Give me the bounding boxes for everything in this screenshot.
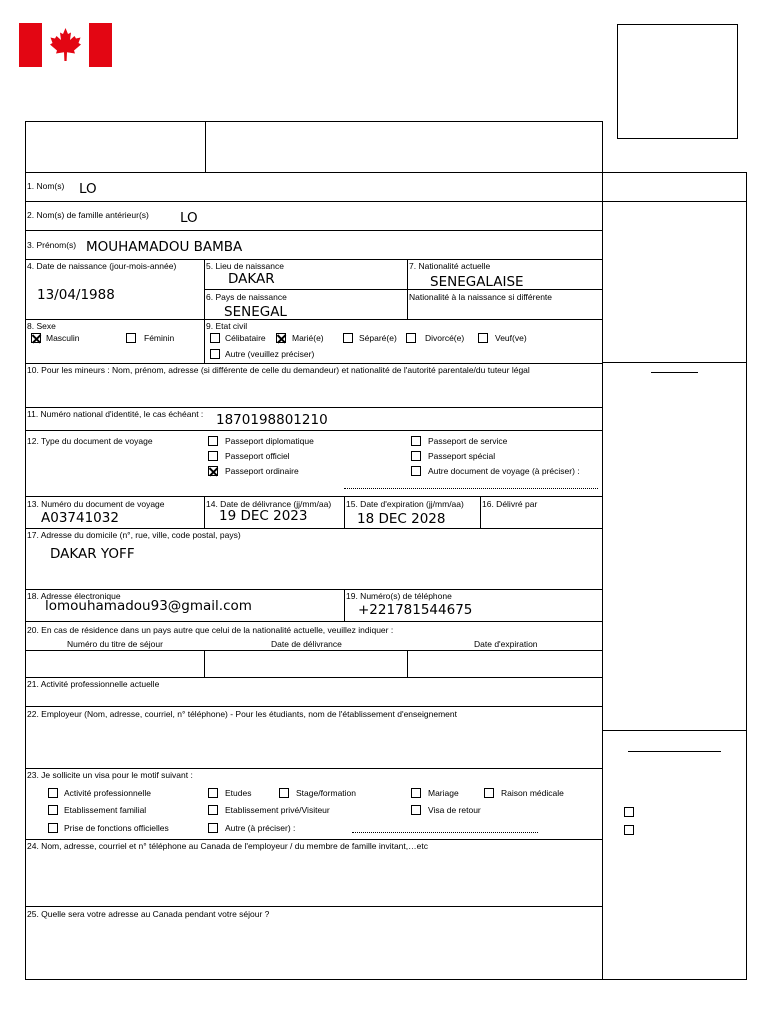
header-box [25,121,603,173]
passport-ordinary-checkbox[interactable] [208,466,218,476]
surname-value[interactable]: LO [79,181,97,197]
passport-official-checkbox[interactable] [208,451,218,461]
canada-flag [19,23,112,67]
field-7-label: 7. Nationalité actuelle [409,261,491,271]
field-22-label: 22. Employeur (Nom, adresse, courriel, n° téléphone) - Pour les étudiants, nom de l'établissement d'enseignement [27,709,457,719]
field-25-label: 25. Quelle sera votre adresse au Canada pendant votre séjour ? [27,909,270,919]
field-20-label: 20. En cas de résidence dans un pays autre que celui de la nationalité actuelle, veuillez indiquer : [27,625,394,635]
former-surname-value[interactable]: LO [180,210,198,226]
passport-diplomatic-label: Passeport diplomatique [225,436,314,446]
field-8-label: 8. Sexe [27,321,56,331]
field-3-label: 3. Prénom(s) [27,240,77,250]
purpose-training-label: Stage/formation [296,788,357,798]
field-24-label: 24. Nom, adresse, courriel et n° téléphone au Canada de l'employeur / du membre de famille invitant,…etc [27,841,428,851]
residence-expiry-date-header: Date d'expiration [474,639,538,649]
issue-date-value[interactable]: 19 DEC 2023 [219,508,308,524]
marital-other-label: Autre (veuillez préciser) [225,349,315,359]
field-14-label: 14. Date de délivrance (jj/mm/aa) [206,499,332,509]
field-18-label: 18. Adresse électronique [27,591,121,601]
marital-divorced-checkbox[interactable] [406,333,416,343]
passport-service-label: Passeport de service [428,436,508,446]
passport-number-value[interactable]: A03741032 [41,510,119,526]
purpose-other-checkbox[interactable] [208,823,218,833]
maple-leaf-icon [48,26,83,64]
purpose-family-label: Etablissement familial [64,805,147,815]
passport-ordinary-label: Passeport ordinaire [225,466,299,476]
field-23-label: 23. Je sollicite un visa pour le motif suivant : [27,770,193,780]
residence-permit-number-header: Numéro du titre de séjour [67,639,163,649]
office-use-checkbox-2[interactable] [624,825,634,835]
purpose-studies-label: Etudes [225,788,252,798]
purpose-training-checkbox[interactable] [279,788,289,798]
purpose-marriage-label: Mariage [428,788,459,798]
purpose-official-checkbox[interactable] [48,823,58,833]
field-9-label: 9. Etat civil [206,321,248,331]
other-travel-doc-dotted-line[interactable] [344,488,598,489]
passport-diplomatic-checkbox[interactable] [208,436,218,446]
marital-other-checkbox[interactable] [210,349,220,359]
home-address-value[interactable]: DAKAR YOFF [50,546,135,562]
first-name-value[interactable]: MOUHAMADOU BAMBA [86,239,243,255]
field-11-label: 11. Numéro national d'identité, le cas échéant : [27,409,204,419]
birth-country-value[interactable]: SENEGAL [224,304,287,320]
sex-male-checkbox[interactable] [31,333,41,343]
field-6-label: 6. Pays de naissance [206,292,287,302]
purpose-official-label: Prise de fonctions officielles [64,823,169,833]
purpose-business-label: Activité professionnelle [64,788,151,798]
field-17-label: 17. Adresse du domicile (n°, rue, ville, code postal, pays) [27,530,241,540]
marital-widowed-checkbox[interactable] [478,333,488,343]
purpose-medical-label: Raison médicale [501,788,564,798]
birth-place-value[interactable]: DAKAR [228,271,275,287]
purpose-family-checkbox[interactable] [48,805,58,815]
marital-widowed-label: Veuf(ve) [495,333,527,343]
sex-male-label: Masculin [46,333,80,343]
purpose-private-label: Etablissement privé/Visiteur [225,805,330,815]
field-15-label: 15. Date d'expiration (jj/mm/aa) [346,499,464,509]
purpose-marriage-checkbox[interactable] [411,788,421,798]
marital-separated-checkbox[interactable] [343,333,353,343]
sex-female-checkbox[interactable] [126,333,136,343]
sex-female-label: Féminin [144,333,175,343]
email-value[interactable]: lomouhamadou93@gmail.com [45,598,252,614]
field-19-label: 19. Numéro(s) de téléphone [346,591,452,601]
field-16-label: 16. Délivré par [482,499,538,509]
passport-official-label: Passeport officiel [225,451,290,461]
field-4-label: 4. Date de naissance (jour-mois-année) [27,261,177,271]
purpose-business-checkbox[interactable] [48,788,58,798]
passport-special-checkbox[interactable] [411,451,421,461]
purpose-medical-checkbox[interactable] [484,788,494,798]
marital-married-label: Marié(e) [292,333,324,343]
field-2-label: 2. Nom(s) de famille antérieur(s) [27,210,149,220]
field-1-label: 1. Nom(s) [27,181,65,191]
purpose-studies-checkbox[interactable] [208,788,218,798]
phone-value[interactable]: +221781544675 [358,602,473,618]
photo-box [617,24,738,139]
field-21-label: 21. Activité professionnelle actuelle [27,679,160,689]
purpose-return-visa-label: Visa de retour [428,805,481,815]
field-13-label: 13. Numéro du document de voyage [27,499,165,509]
marital-married-checkbox[interactable] [276,333,286,343]
other-travel-doc-label: Autre document de voyage (à préciser) : [428,466,580,476]
marital-separated-label: Séparé(e) [359,333,397,343]
expiry-date-value[interactable]: 18 DEC 2028 [357,511,446,527]
nationality-value[interactable]: SENEGALAISE [430,274,524,290]
field-10-label: 10. Pour les mineurs : Nom, prénom, adresse (si différente de celle du demandeur) et nationalité de l'autorité parentale/du tuteur légal [27,365,530,375]
birth-date-value[interactable]: 13/04/1988 [37,287,115,303]
field-5-label: 5. Lieu de naissance [206,261,284,271]
field-7b-label: Nationalité à la naissance si différente [409,292,553,302]
field-12-label: 12. Type du document de voyage [27,436,153,446]
marital-single-checkbox[interactable] [210,333,220,343]
passport-special-label: Passeport spécial [428,451,496,461]
purpose-other-dotted-line[interactable] [352,832,538,833]
purpose-other-label: Autre (à préciser) : [225,823,296,833]
office-use-checkbox-1[interactable] [624,807,634,817]
form-frame [25,172,747,980]
passport-service-checkbox[interactable] [411,436,421,446]
national-id-value[interactable]: 1870198801210 [216,412,328,428]
marital-divorced-label: Divorcé(e) [425,333,465,343]
purpose-private-checkbox[interactable] [208,805,218,815]
other-travel-doc-checkbox[interactable] [411,466,421,476]
purpose-return-visa-checkbox[interactable] [411,805,421,815]
marital-single-label: Célibataire [225,333,266,343]
residence-issue-date-header: Date de délivrance [271,639,342,649]
